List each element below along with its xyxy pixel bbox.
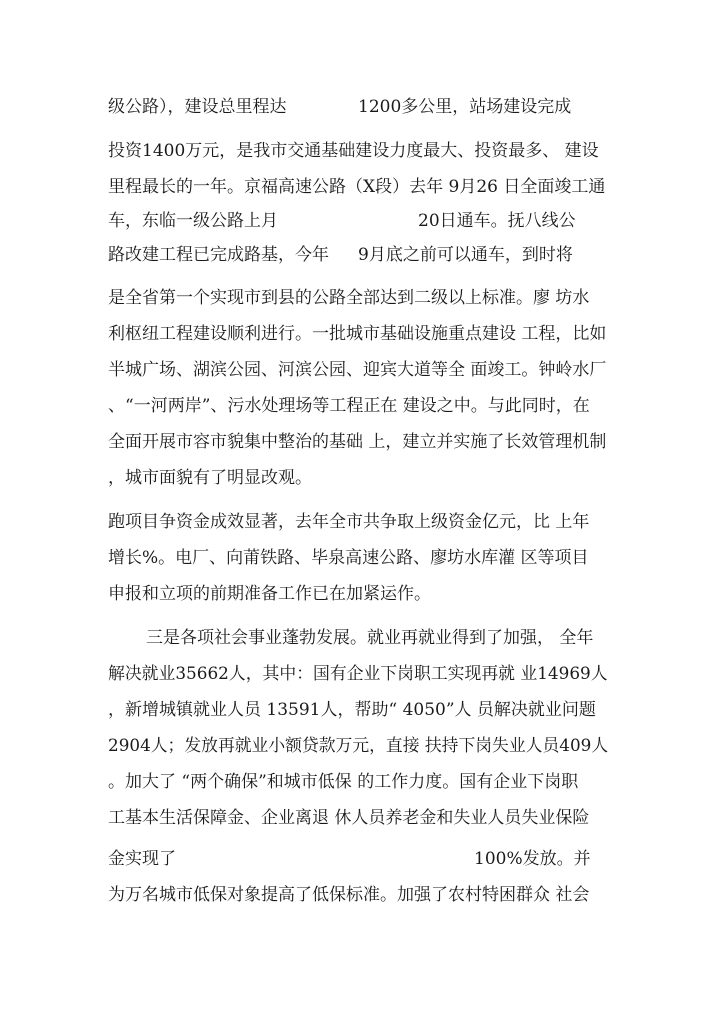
text-segment: 解决就业35662人，其中：国有企业下岗职工实现再就 业14969人 <box>108 664 608 684</box>
text-segment: 申报和立项的前期准备工作已在加紧运作。 <box>108 584 431 604</box>
text-segment: 金实现了 <box>108 849 176 869</box>
text-segment: 2904人；发放再就业小额贷款万元，直接 扶持下岗失业人员409人 <box>108 736 608 756</box>
text-line <box>108 543 608 573</box>
text-line <box>108 844 608 874</box>
text-segment: 跑项目争资金成效显著，去年全市共争取上级资金亿元，比 上年 <box>108 512 590 532</box>
text-segment: ，新增城镇就业人员 13591人，帮助“ 4050”人 员解决就业问题 <box>108 700 596 720</box>
text-segment: 全面开展市容市貌集中整治的基础 上，建立并实施了长效管理机制 <box>108 432 607 452</box>
text-segment: 是全省第一个实现市到县的公路全部达到二级以上标准。廖 坊水 <box>108 288 590 308</box>
text-segment: 级公路），建设总里程达 <box>108 97 287 117</box>
text-segment: 20日通车。抚八线公 <box>418 211 576 231</box>
text-line <box>108 427 608 457</box>
text-segment: 100%发放。并 <box>474 849 591 869</box>
text-line <box>108 880 608 910</box>
text-line <box>108 172 608 202</box>
text-line <box>108 206 608 236</box>
text-line <box>108 240 608 270</box>
text-segment: 。加大了 “两个确保”和城市低保 的工作力度。国有企业下岗职 <box>108 772 579 792</box>
text-segment: 1200多公里，站场建设完成 <box>358 97 572 117</box>
text-line <box>108 391 608 421</box>
text-line <box>108 463 608 493</box>
text-line <box>108 579 608 609</box>
text-line <box>108 767 608 797</box>
text-line <box>108 319 608 349</box>
text-segment: 工基本生活保障金、企业离退 休人员养老金和失业人员失业保险 <box>108 808 590 828</box>
text-segment: 、“一河两岸”、污水处理场等工程正在 建设之中。与此同时，在 <box>108 396 590 416</box>
text-segment: 里程最长的一年。京福高速公路（X段）去年 9月26 日全面竣工通 <box>108 177 606 197</box>
text-segment: 为万名城市低保对象提高了低保标准。加强了农村特困群众 社会 <box>108 885 590 905</box>
text-line <box>108 92 608 122</box>
text-segment: 利枢纽工程建设顺利进行。一批城市基础设施重点建设 工程，比如 <box>108 324 607 344</box>
text-line <box>108 507 608 537</box>
text-segment: 投资1400万元，是我市交通基础建设力度最大、投资最多、 建设 <box>108 141 599 161</box>
text-segment: 路改建工程已完成路基，今年 <box>108 245 329 265</box>
text-line <box>108 731 608 761</box>
text-line <box>108 695 608 725</box>
text-line <box>108 136 608 166</box>
text-line <box>108 803 608 833</box>
text-line <box>108 623 608 653</box>
text-line <box>108 355 608 385</box>
text-segment: 9月底之前可以通车，到时将 <box>358 245 573 265</box>
text-segment: 车，东临一级公路上月 <box>108 211 278 231</box>
text-segment: 增长%。电厂、向莆铁路、毕泉高速公路、廖坊水库灌 区等项目 <box>108 548 589 568</box>
text-line <box>108 659 608 689</box>
text-segment: ，城市面貌有了明显改观。 <box>108 468 312 488</box>
text-segment: 三是各项社会事业蓬勃发展。就业再就业得到了加强， 全年 <box>146 628 594 648</box>
text-line <box>108 283 608 313</box>
text-segment: 半城广场、湖滨公园、河滨公园、迎宾大道等全 面竣工。钟岭水厂 <box>108 360 607 380</box>
